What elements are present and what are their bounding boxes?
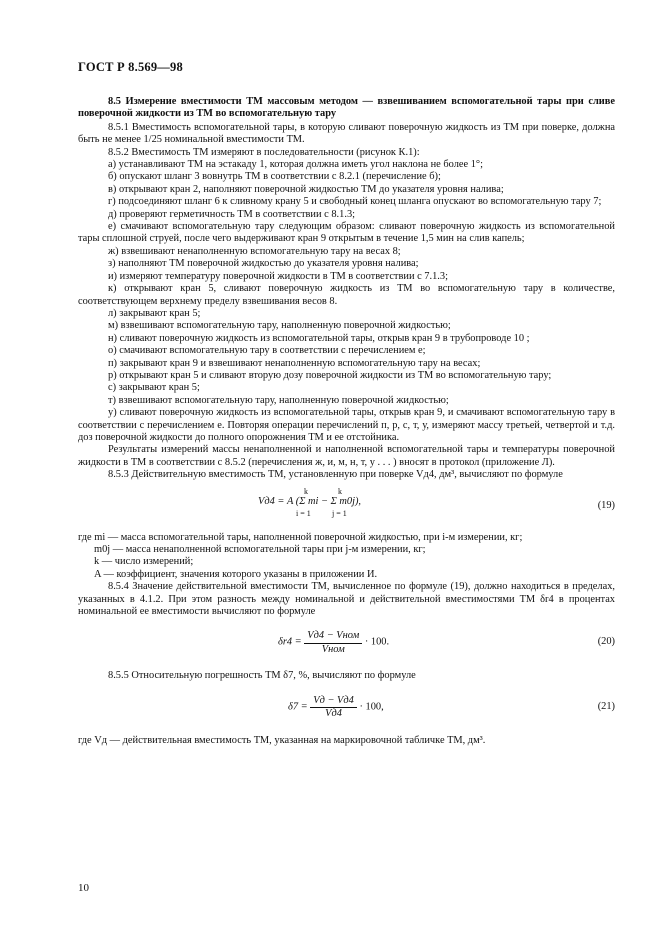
list-item: е) смачивают вспомогательную тару следующим образом: сливают поверочную жидкость из вспомогательной тары сплошной струей, после чего выдерживают кран 9 открытым в течение 1,5 мин на слив капель;	[78, 221, 615, 245]
formula-20-tail: · 100.	[364, 637, 390, 649]
formula-20-denominator: Vном	[321, 643, 345, 655]
variable-definitions	[78, 532, 615, 582]
formula-21-numerator: Vд − Vд4	[310, 695, 357, 708]
list-item: б) опускают шланг 3 вовнутрь ТМ в соответствии с 8.2.1 (перечисление б);	[108, 171, 441, 183]
list-item: р) открывают кран 5 и сливают вторую дозу поверочной жидкости из ТМ во вспомогательную тару;	[108, 369, 552, 381]
formula-21-number: (21)	[597, 700, 615, 712]
page-number: 10	[78, 882, 89, 894]
paragraph-8-5-2: 8.5.2 Вместимость ТМ измеряют в последовательности (рисунок К.1):	[108, 146, 420, 158]
document-body	[78, 96, 615, 747]
list-item: ж) взвешивают ненаполненную вспомогательную тару на весах 8;	[108, 245, 401, 257]
formula-20-numerator: Vд4 − Vном	[304, 630, 362, 643]
sum-lower-limit-i: i = 1	[296, 509, 311, 518]
list-item: и) измеряют температуру поверочной жидкости в ТМ в соответствии с 7.1.3;	[108, 270, 448, 282]
results-paragraph: Результаты измерений массы ненаполненной и наполненной вспомогательной тары и температуры поверочной жидкости в ТМ в соответствии с 8.5.2 (перечисления ж, и, м, н, т, у . . . ) вносят в протокол (приложение Л).	[78, 444, 615, 468]
paragraph-8-5-4: 8.5.4 Значение действительной вместимости ТМ, вычисленное по формуле (19), должно находиться в пределах, указанных в 4.1.2. При этом разность между номинальной и действительной вместимостями ТМ δr4 в процентах номинальной ее вместимости вычисляют по формуле	[78, 581, 615, 618]
formula-19-number: (19)	[597, 499, 615, 511]
formula-20	[78, 622, 615, 666]
definition-line: где mi — масса вспомогательной тары, наполненной поверочной жидкостью, при i-м измерении, кг;	[78, 531, 523, 543]
formula-21-tail: · 100,	[359, 701, 384, 713]
sum-lower-limit-j: j = 1	[332, 509, 347, 518]
section-heading: 8.5 Измерение вместимости ТМ массовым методом — взвешиванием вспомогательной тары при сливе поверочной жидкости из ТМ во вспомогательную тару	[78, 96, 615, 120]
formula-21-fraction	[310, 695, 357, 721]
paragraph-8-5-1: 8.5.1 Вместимость вспомогательной тары, в которую сливают поверочную жидкость из ТМ при поверке, должна быть не менее 1/25 номинальной вместимости ТМ.	[78, 121, 615, 146]
sum-upper-limit-j: k	[338, 486, 342, 496]
sum-upper-limit-i: k	[304, 486, 308, 496]
formula-19	[78, 486, 615, 528]
list-item: н) сливают поверочную жидкость из вспомогательной тары, открыв кран 9 в трубопроводе 10 ;	[108, 332, 530, 344]
formula-19-expression: Vд4 = A (Σ mi − Σ m0j),	[258, 495, 362, 507]
formula-20-number: (20)	[597, 636, 615, 648]
formula-21	[78, 687, 615, 731]
procedure-list	[78, 159, 615, 444]
list-item: з) наполняют ТМ поверочной жидкостью до указателя уровня налива;	[108, 258, 419, 270]
list-item: м) взвешивают вспомогательную тару, наполненную поверочной жидкостью;	[108, 320, 451, 332]
list-item: о) смачивают вспомогательную тару в соответствии с перечислением е;	[108, 345, 426, 357]
final-definition: где Vд — действительная вместимость ТМ, указанная на маркировочной табличке ТМ, дм³.	[78, 734, 486, 746]
document-header: ГОСТ Р 8.569—98	[78, 60, 183, 74]
list-item: г) подсоединяют шланг 6 к сливному крану 5 и свободный конец шланга опускают во вспомогательную тару 7;	[108, 196, 602, 208]
list-item: л) закрывают кран 5;	[108, 307, 201, 319]
list-item: с) закрывают кран 5;	[108, 382, 200, 394]
formula-20-lhs: δr4 =	[278, 637, 302, 649]
definition-line: m0j — масса ненаполненной вспомогательной тары при j-м измерении, кг;	[94, 544, 426, 555]
list-item: а) устанавливают ТМ на эстакаду 1, которая должна иметь угол наклона не более 1°;	[108, 159, 483, 171]
paragraph-8-5-5: 8.5.5 Относительную погрешность ТМ δ7, %, вычисляют по формуле	[108, 670, 416, 682]
formula-20-fraction	[304, 630, 362, 656]
formula-21-lhs: δ7 =	[288, 701, 308, 713]
list-item: в) открывают кран 2, наполняют поверочной жидкостью ТМ до указателя уровня налива;	[108, 183, 504, 195]
list-item: т) взвешивают вспомогательную тару, наполненную поверочной жидкостью;	[108, 394, 449, 406]
definition-line: A — коэффициент, значения которого указаны в приложении И.	[94, 568, 378, 580]
list-item: к) открывают кран 5, сливают поверочную жидкость из ТМ во вспомогательную тару в количестве, соответствующем верхнему пределу взвешивания весов 8.	[78, 283, 615, 307]
list-item: у) сливают поверочную жидкость из вспомогательной тары, открыв кран 9, и смачивают вспомогательную тару в соответствии с перечислением е. Повторяя операции перечислений п, р, с, т, у, измеряют массу третьей, четвертой и т.д. доз поверочной жидкости до полного опорожнения ТМ и ее отстойника.	[78, 407, 615, 443]
definition-line: k — число измерений;	[94, 556, 194, 568]
paragraph-8-5-3: 8.5.3 Действительную вместимость ТМ, установленную при поверке Vд4, дм³, вычисляют по формуле	[108, 469, 563, 481]
list-item: д) проверяют герметичность ТМ в соответствии с 8.1.3;	[108, 208, 356, 220]
list-item: п) закрывают кран 9 и взвешивают ненаполненную вспомогательную тару на весах;	[108, 357, 481, 369]
formula-21-denominator: Vд4	[325, 708, 342, 720]
